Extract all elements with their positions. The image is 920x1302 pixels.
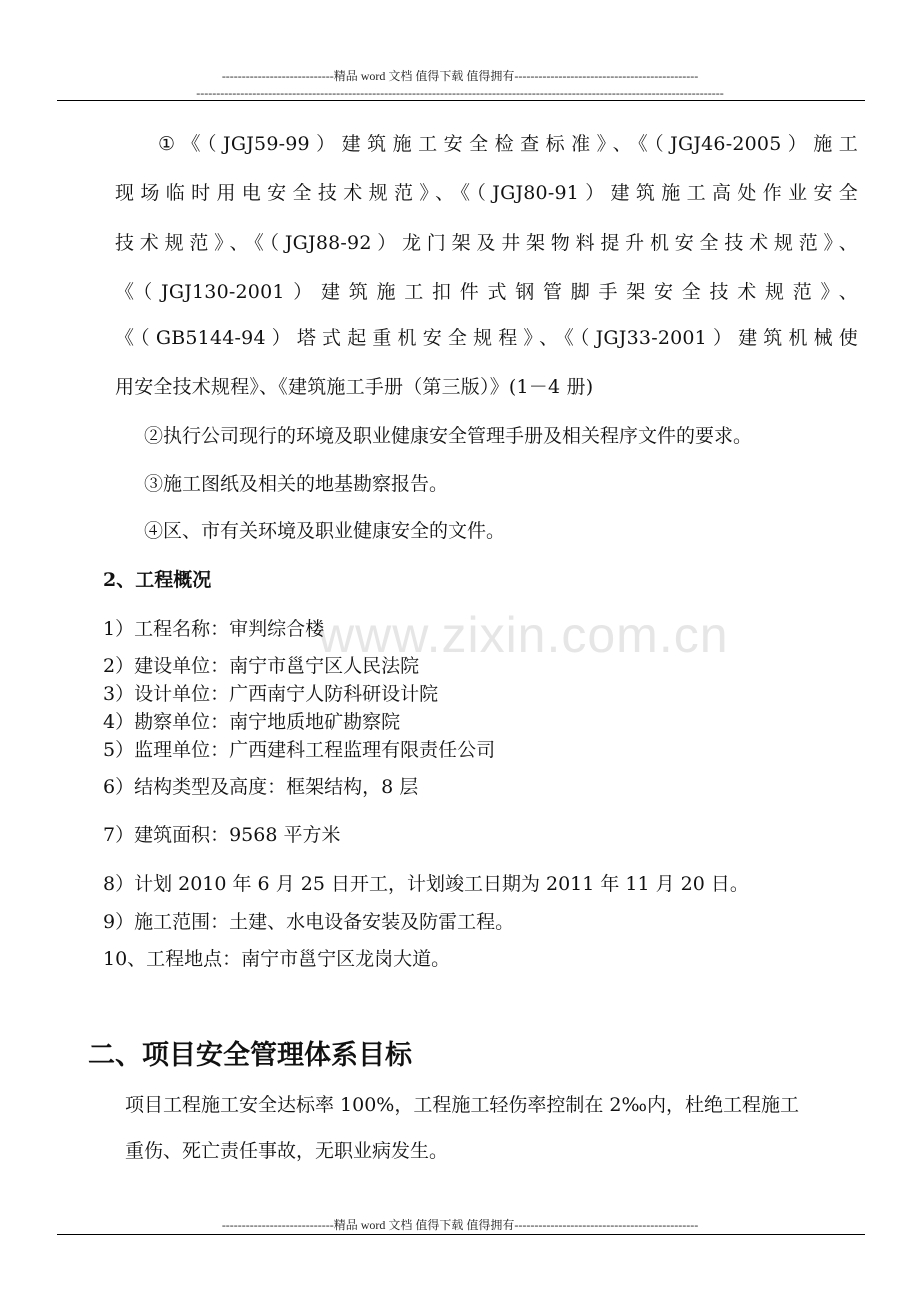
basis-line-6: 用安全技术规程》、《建筑施工手册（第三版）》(1－4 册) xyxy=(115,376,594,398)
section-paragraph-line-2: 重伤、死亡责任事故，无职业病发生。 xyxy=(125,1140,449,1162)
watermark: www.zixin.com.cn xyxy=(318,607,729,663)
basis-line-1: ①《（JGJ59-99）建筑施工安全检查标准》、《（JGJ46-2005）施工 xyxy=(158,133,858,155)
list-item: 7）建筑面积：9568 平方米 xyxy=(103,824,341,846)
footer-rule xyxy=(57,1234,865,1235)
basis-line-2: 现场临时用电安全技术规范》、《（JGJ80-91）建筑施工高处作业安全 xyxy=(115,182,858,204)
basis-line-4: 《（JGJ130-2001）建筑施工扣件式钢管脚手架安全技术规范》、 xyxy=(115,281,858,303)
basis-line-5: 《（GB5144-94）塔式起重机安全规程》、《（JGJ33-2001）建筑机械使 xyxy=(115,327,858,349)
section-heading: 二、项目安全管理体系目标 xyxy=(88,1040,412,1071)
header-banner: ----------------------------精品 word 文档 值得下载 值得拥有---------------------------------------------- xyxy=(221,69,699,83)
list-item: 2）建设单位：南宁市邕宁区人民法院 xyxy=(103,655,420,677)
list-item: 3）设计单位：广西南宁人防科研设计院 xyxy=(103,683,439,705)
basis-item-2: ②执行公司现行的环境及职业健康安全管理手册及相关程序文件的要求。 xyxy=(144,425,753,447)
list-item: 10、工程地点：南宁市邕宁区龙岗大道。 xyxy=(103,948,451,970)
list-item: 9）施工范围：土建、水电设备安装及防雷工程。 xyxy=(103,911,515,933)
list-item: 5）监理单位：广西建科工程监理有限责任公司 xyxy=(103,739,496,761)
section-paragraph-line-1: 项目工程施工安全达标率 100%，工程施工轻伤率控制在 2‰内，杜绝工程施工 xyxy=(125,1094,799,1116)
overview-heading: 2、工程概况 xyxy=(103,569,212,591)
list-item: 1）工程名称：审判综合楼 xyxy=(103,618,325,640)
basis-line-3: 技术规范》、《（JGJ88-92）龙门架及井架物料提升机安全技术规范》、 xyxy=(115,232,858,254)
basis-item-3: ③施工图纸及相关的地基勘察报告。 xyxy=(144,473,449,495)
list-item: 4）勘察单位：南宁地质地矿勘察院 xyxy=(103,711,401,733)
list-item: 6）结构类型及高度：框架结构，8 层 xyxy=(103,776,419,798)
basis-item-4: ④区、市有关环境及职业健康安全的文件。 xyxy=(144,520,506,542)
header-rule xyxy=(57,100,865,101)
header-dashes: ------------------------------------------------------------------------------------------------------------------------------------ xyxy=(196,86,724,100)
list-item: 8）计划 2010 年 6 月 25 日开工，计划竣工日期为 2011 年 11 月 20 日。 xyxy=(103,873,749,895)
footer-banner: ----------------------------精品 word 文档 值得下载 值得拥有---------------------------------------------- xyxy=(221,1218,699,1232)
